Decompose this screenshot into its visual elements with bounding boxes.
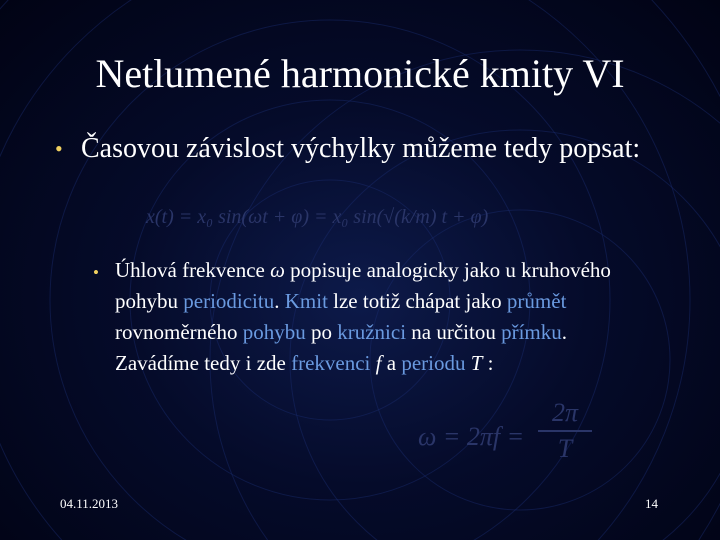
link-kruznici[interactable]: kružnici [337,320,407,344]
text-segment: po [305,320,338,344]
bullet-dot-icon: • [93,263,99,282]
text-segment: : [482,351,494,375]
link-primku[interactable]: přímku [501,320,562,344]
bullet-text: Časovou závislost výchylky můžeme tedy popsat: [81,133,641,164]
bullet-paragraph [115,255,655,379]
link-prumet[interactable]: průmět [506,289,567,313]
link-kmit[interactable]: Kmit [284,289,328,313]
text-segment: popisuje analogicky jako u kruhového pohybu [115,258,611,313]
fraction-bar [538,430,592,432]
formula-fraction [538,398,592,464]
link-pohybu[interactable]: pohybu [242,320,306,344]
formula-displacement: x(t) = x₀ sin(ωt + φ) = x₀ sin(√(k/m) t + φ) [146,206,489,228]
omega-symbol: ω [270,258,285,282]
symbol-f: f [370,351,382,375]
fraction-denominator: T [557,434,573,463]
symbol-T: T [465,351,483,375]
formula-lhs: ω = 2πf = [418,422,525,451]
link-periodu[interactable]: periodu [401,351,466,375]
text-segment: rovnoměrného [115,320,243,344]
link-periodicitu[interactable]: periodicitu [183,289,275,313]
bullet-dot-icon: • [55,136,63,161]
text-segment: . Zavádíme tedy i zde [115,320,568,375]
footer-date: 04.11.2013 [60,496,119,511]
text-segment: na určitou [406,320,502,344]
text-segment: a [381,351,402,375]
text-segment: Úhlová frekvence [115,258,271,282]
page-number: 14 [645,496,658,511]
fraction-numerator: 2π [551,398,579,427]
link-frekvenci[interactable]: frekvenci [291,351,371,375]
text-segment: . [274,289,285,313]
text-segment: lze totiž chápat jako [327,289,507,313]
slide-title: Netlumené harmonické kmity VI [95,51,625,96]
